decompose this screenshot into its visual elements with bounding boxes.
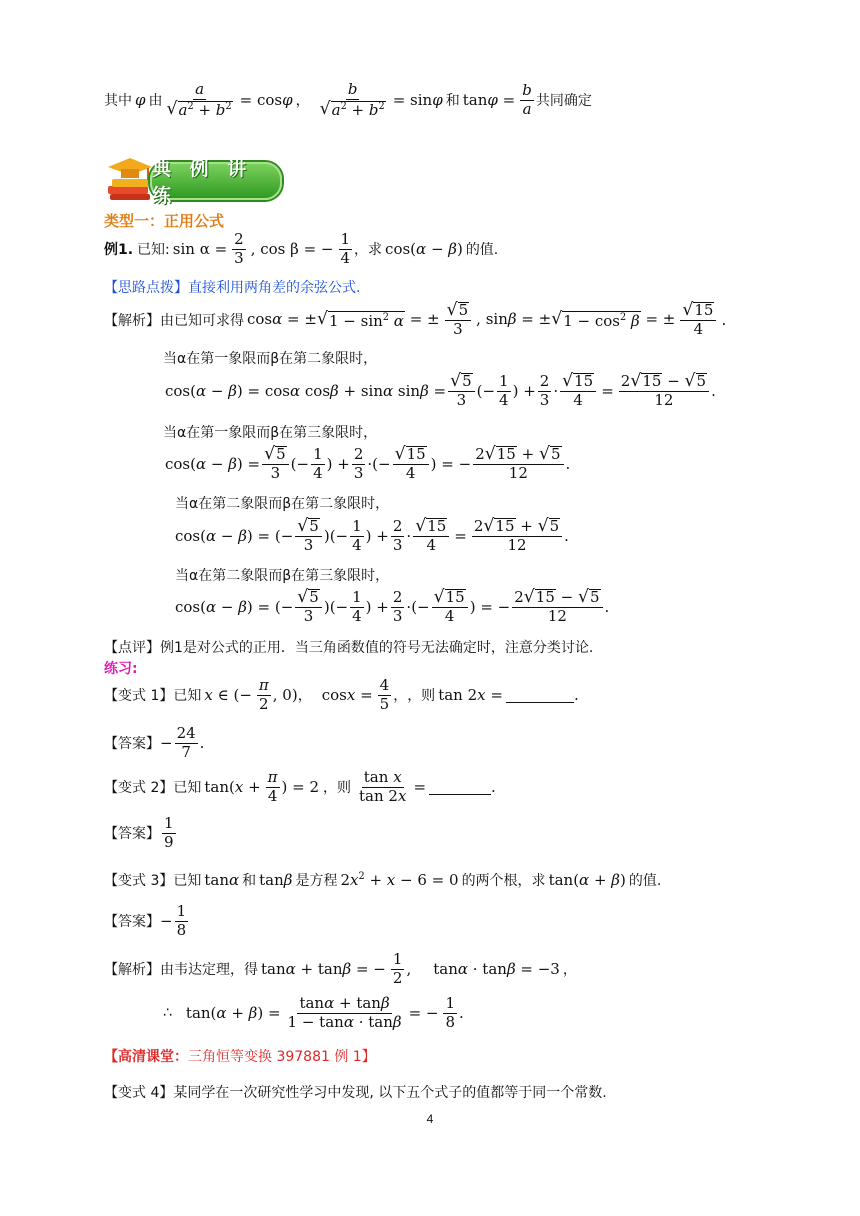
case-2-label: 当α在第一象限而β在第三象限时， — [163, 425, 378, 441]
case-4-formula: cos(α − β) = (− √ 5 3 )(− $\frac{1}{4}$ ) + $\frac{2}{3}$ ·(− √ 15 4 ) = − 2 √ 15 − √ 5 12 . — [175, 587, 610, 626]
hd-class-link[interactable]: 【高清课堂： 三角恒等变换 397881 例 1】 — [104, 1049, 376, 1065]
case-4-label: 当α在第二象限而β在第三象限时， — [175, 568, 390, 584]
answer-1: 【答案】 − $\frac{24}{7}$ . — [104, 724, 205, 761]
hint: 【思路点拨】 直接利用两角差的余弦公式. — [104, 280, 361, 296]
type1-heading: 类型一：正用公式 — [104, 212, 225, 230]
solution-3-result: ∴ tan(α + β) = $\frac{\tan\alpha + \tan\beta}{1 - \tan\alpha \cdot \tan\beta}$ = − $\frac{1}{8}$ . — [163, 994, 464, 1031]
case-1-label: 当α在第一象限而β在第二象限时， — [163, 351, 378, 367]
variant-4: 【变式 4】 某同学在一次研究性学习中发现, 以下五个式子的值都等于同一个常数. — [104, 1085, 607, 1101]
case-3-label: 当α在第二象限而β在第二象限时， — [175, 496, 390, 512]
answer-3: 【答案】 − $\frac{1}{8}$ — [104, 902, 187, 939]
intro-line: 其中 φ 由 a √ $a^2 + b^2$ = cosφ ， b √ $a^2 + b^2$ = sinφ 和 tanφ = $\frac{b}{a}$ 共同确定 — [104, 80, 592, 119]
case-3-formula: cos(α − β) = (− √ 5 3 )(− $\frac{1}{4}$ ) + $\frac{2}{3}$ · √ 15 4 = 2 √ 15 + √ 5 12 . — [175, 516, 569, 555]
graduation-cap-books-icon — [104, 156, 156, 202]
variant-2: 【变式 2】 已知 tan(x + $\frac{\pi}{4}$ ) = 2 ，则 $\frac{\text{tan x}}{\tan 2x}$ = . — [104, 768, 496, 805]
case-2-formula: cos(α − β) = √ 5 3 (− $\frac{1}{4}$ ) + $\frac{2}{3}$ ·(− √ 15 4 ) = − 2 √ 15 + √ 5 12 . — [165, 444, 571, 483]
page-number: 4 — [426, 1112, 434, 1126]
case-1-formula: cos(α − β) = cosα cosβ + sinα sinβ = √ 5 3 (− $\frac{1}{4}$ ) + $\frac{2}{3}$ · √ 15 4 = 2 √ 15 − √ 5 12 . — [165, 371, 716, 410]
comment: 【点评】 例1是对公式的正用．当三角函数值的符号无法确定时，注意分类讨论. — [104, 640, 594, 656]
example1: 例1. 已知: sin α = $\frac{2}{3}$ , cos β = − $\frac{1}{4}$ ，求 cos(α − β) 的值. — [104, 230, 499, 267]
variant-3: 【变式 3】 已知 tanα 和 tanβ 是方程 $2x^2 + x - 6 = 0$ 的两个根，求 tan(α + β) 的值. — [104, 871, 662, 889]
practice-heading: 练习: — [104, 661, 138, 677]
variant-1: 【变式 1】 已知 x ∈ (− $\frac{\pi}{2}$ , 0) ， cosx = $\frac{4}{5}$ ， ，则 tan 2x = . — [104, 676, 579, 713]
section-banner: 典 例 讲 练 — [150, 162, 282, 200]
solution-lead: 【解析】 由已知可求得 cosα = ± √ $1 - \sin^2 \alpha$ = ± √ 5 3 , sinβ = ± √ $1 - \cos^2 \beta$ = ± √ 15 4 . — [104, 300, 727, 339]
solution-3: 【解析】 由韦达定理，得 tanα + tanβ = − $\frac{1}{2}$ , tanα · tanβ = −3 ， — [104, 950, 577, 987]
answer-2: 【答案】 $\frac{1}{9}$ — [104, 814, 174, 851]
